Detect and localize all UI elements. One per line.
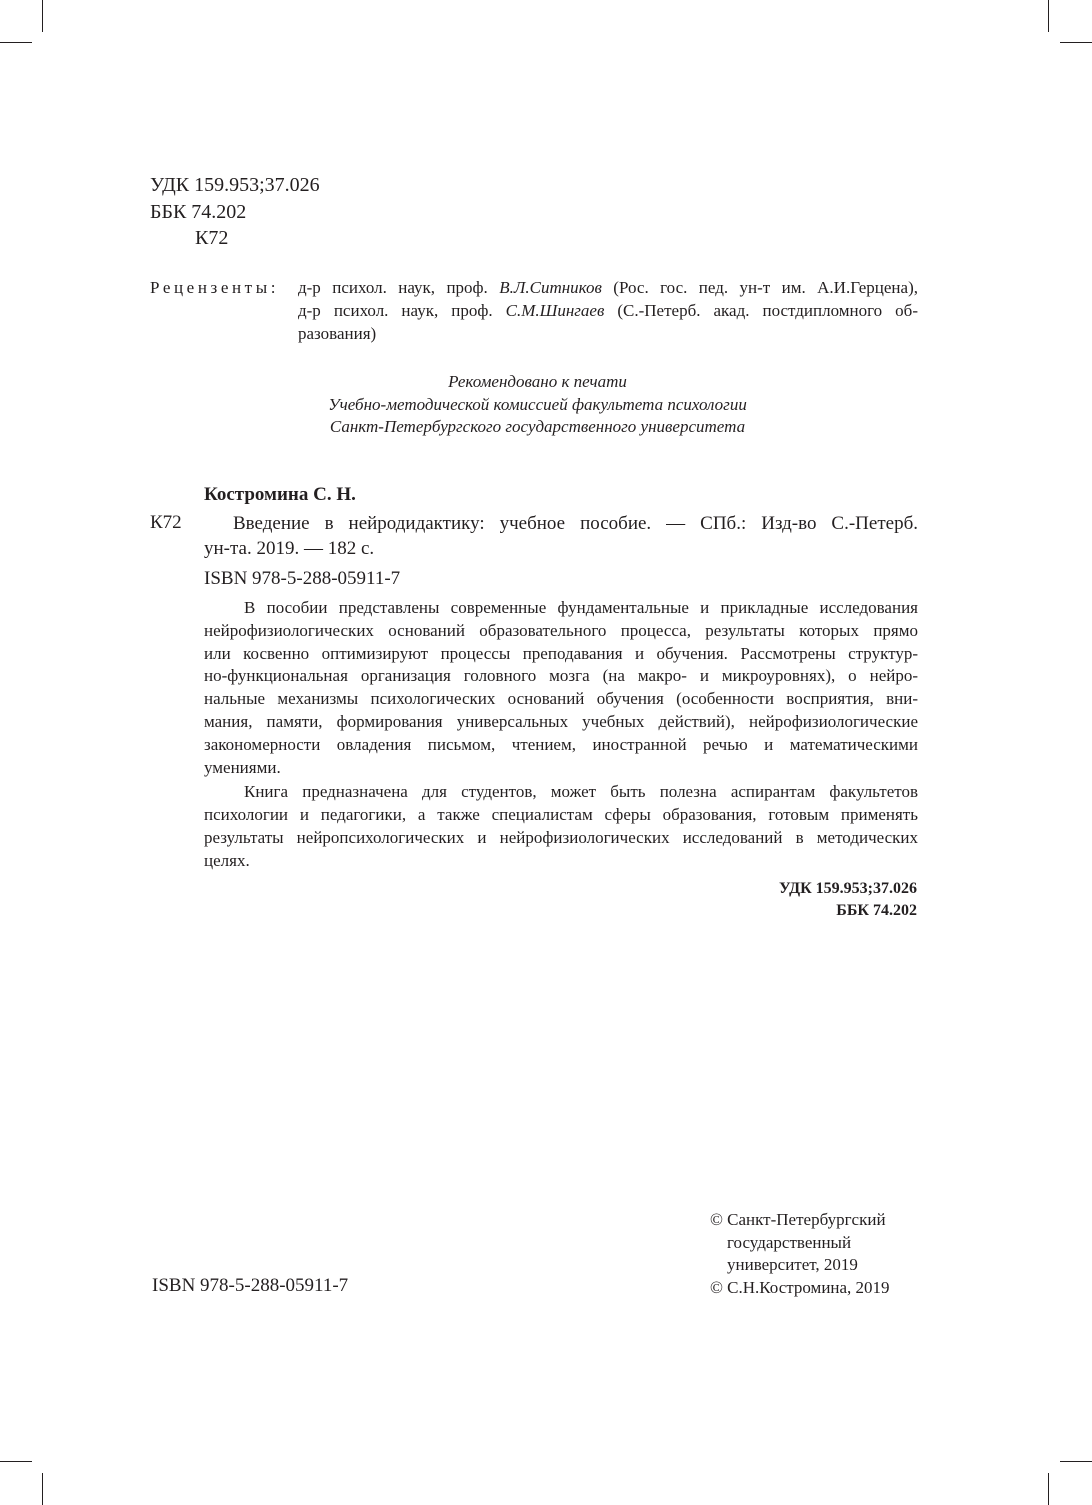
crop-mark (1060, 1461, 1092, 1462)
isbn: ISBN 978-5-288-05911-7 (204, 568, 401, 589)
annotation-line: В пособии представлены современные фундаментальные и прикладные исследования (244, 598, 918, 617)
bibliographic-mark: К72 (150, 512, 182, 533)
copyright-line: © С.Н.Костромина, 2019 (710, 1277, 890, 1297)
copyright-line: государственный (727, 1232, 852, 1252)
bottom-codes (779, 878, 917, 922)
annotation-line: но-функциональная организация головного мозга (на макро- и микроуровнях), о нейро- (204, 666, 918, 686)
udk-code: УДК 159.953;37.026 (150, 174, 320, 196)
reviewers-list (298, 276, 918, 345)
annotation-line: закономерности овладения письмом, чтением, иностранной речью и математическими (204, 734, 918, 754)
copyright-line: © Санкт-Петербургский (710, 1210, 886, 1229)
reviewer-line: д-р психол. наук, проф. В.Л.Ситников (Рос. гос. пед. ун-т им. А.И.Герцена), (298, 278, 918, 297)
crop-mark (42, 1473, 43, 1505)
title-line: Введение в нейродидактику: учебное пособие. — СПб.: Изд-во С.-Петерб. (233, 513, 918, 534)
author-mark: К72 (195, 227, 229, 249)
bottom-udk: УДК 159.953;37.026 (778, 880, 917, 897)
annotation-line: результаты нейропсихологических и нейрофизиологических исследований в методических (204, 827, 918, 847)
annotation-line: или косвенно оптимизируют процессы преподавания и обучения. Рассмотрены структур- (204, 643, 918, 663)
reviewer-line: д-р психол. наук, проф. С.М.Шингаев (С.-Петерб. акад. постдипломного об- (298, 301, 918, 320)
copyright-line: университет, 2019 (727, 1255, 858, 1274)
copyright-block (710, 1209, 890, 1299)
annotation-line: Книга предназначена для студентов, может быть полезна аспирантам факультетов (244, 782, 918, 802)
crop-mark (1048, 1473, 1049, 1505)
recommendation-line: Санкт-Петербургского государственного университета (329, 417, 746, 436)
crop-mark (0, 42, 32, 43)
annotation-line: психологии и педагогики, а также специалистам сферы образования, готовым применять (204, 805, 918, 825)
classification-codes (150, 172, 320, 252)
title-line: ун-та. 2019. — 182 с. (204, 538, 375, 559)
crop-mark (1060, 42, 1092, 43)
crop-mark (1048, 0, 1049, 32)
annotation-line: нальные механизмы психологических оснований обучения (особенности восприятия, вни- (204, 689, 918, 709)
footer-isbn: ISBN 978-5-288-05911-7 (152, 1275, 349, 1296)
reviewer-line: разования) (298, 324, 377, 343)
recommendation-line: Рекомендовано к печати (448, 372, 627, 391)
crop-mark (0, 1461, 32, 1462)
author-heading: Костромина С. Н. (204, 484, 356, 505)
annotation-line: умениями. (204, 757, 281, 777)
bottom-bbk: ББК 74.202 (836, 902, 917, 919)
book-title (204, 511, 918, 561)
reviewers-label: Рецензенты: (150, 278, 280, 297)
bbk-code: ББК 74.202 (150, 200, 247, 223)
recommendation (230, 371, 845, 439)
annotation-line: мания, памяти, формирования универсальных учебных действий), нейрофизиологические (204, 711, 918, 731)
annotation (204, 597, 918, 873)
crop-mark (42, 0, 43, 32)
recommendation-line: Учебно-методической комиссией факультета психологии (328, 394, 747, 414)
annotation-line: нейрофизиологических оснований образовательного процесса, результаты которых прямо (204, 620, 918, 640)
annotation-line: целях. (204, 850, 250, 870)
